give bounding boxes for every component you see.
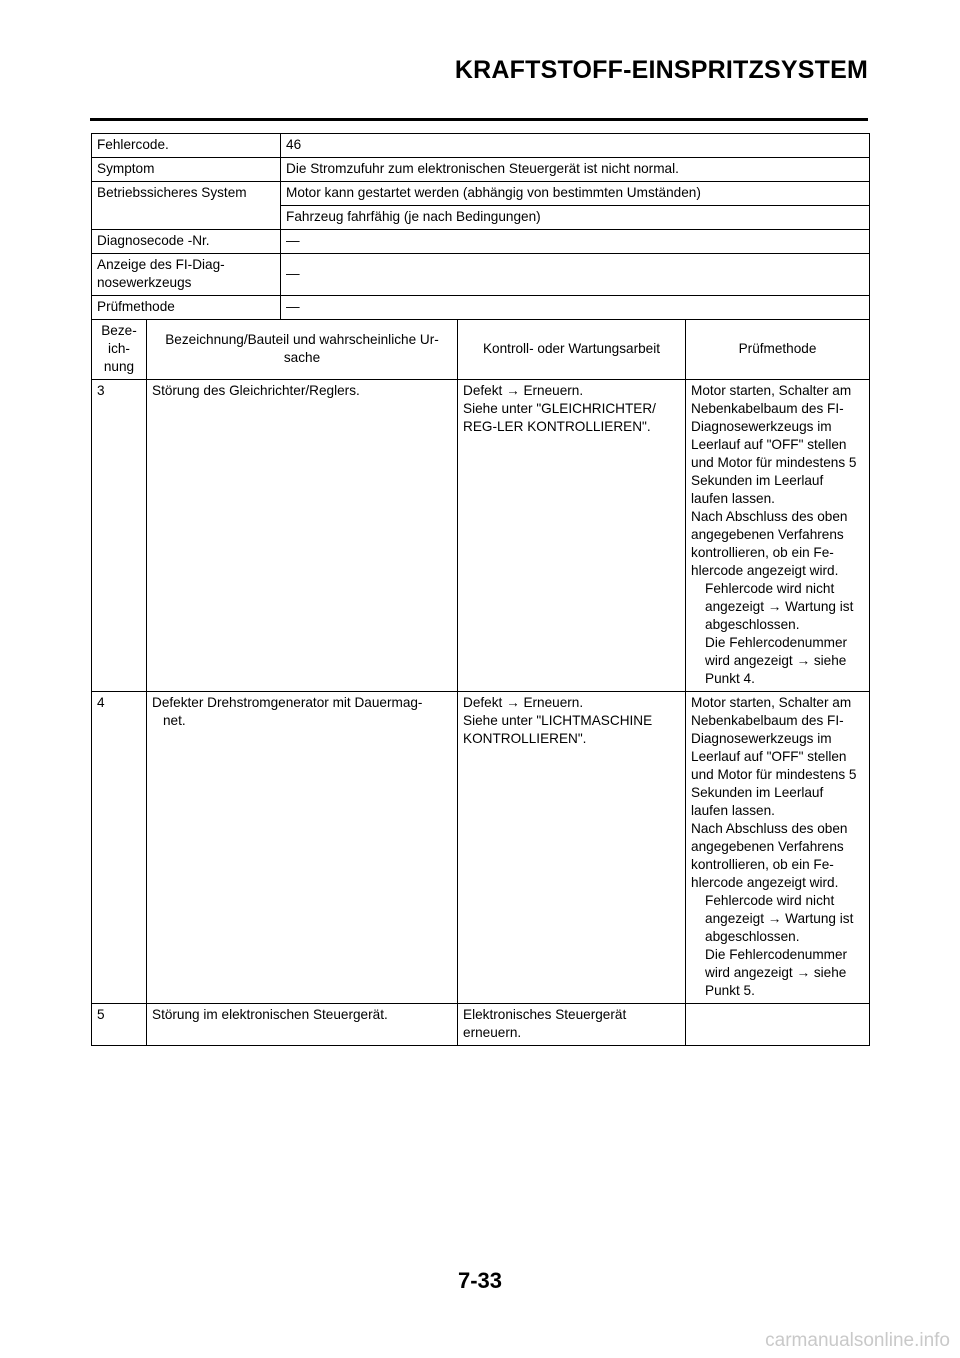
- col-cause-line: sache: [283, 350, 321, 365]
- diagcode-row: [92, 230, 870, 254]
- failsafe-row: [92, 182, 870, 206]
- fi-tool-label: [92, 254, 281, 296]
- row-action-line: Defekt → Erneuern.: [463, 383, 584, 398]
- symptom-label: Symptom: [92, 158, 281, 182]
- row-method-line: Leerlauf auf "OFF" stellen: [691, 749, 847, 764]
- row-action: [458, 692, 686, 1004]
- table-row: [92, 1004, 870, 1046]
- row-method-line: angegebenen Verfahrens: [691, 527, 844, 542]
- method-row: [92, 296, 870, 320]
- fehlercode-label: Fehlercode.: [92, 134, 281, 158]
- col-item-line: ich-: [108, 341, 130, 356]
- failsafe-label: Betriebssicheres System: [92, 182, 281, 230]
- row-method-line: Sekunden im Leerlauf: [691, 473, 824, 488]
- col-item-line: Beze-: [101, 323, 137, 338]
- diagcode-label: Diagnosecode -Nr.: [92, 230, 281, 254]
- row-cause: [147, 380, 458, 692]
- col-item-header: [92, 320, 147, 380]
- row-method-line: kontrollieren, ob ein Fe-: [691, 857, 834, 872]
- row-method-line: und Motor für mindestens 5: [691, 455, 857, 470]
- row-item: 4: [92, 692, 147, 1004]
- row-action-line: Elektronisches Steuergerät: [463, 1007, 627, 1022]
- row-method-line: laufen lassen.: [691, 803, 775, 818]
- row-cause-line: net.: [163, 713, 186, 728]
- row-item: 3: [92, 380, 147, 692]
- failsafe-value-1: Motor kann gestartet werden (abhängig von bestimmten Umständen): [281, 182, 870, 206]
- fehlercode-row: [92, 134, 870, 158]
- row-method-line: Leerlauf auf "OFF" stellen: [691, 437, 847, 452]
- row-cause: [147, 692, 458, 1004]
- col-cause-header: [147, 320, 458, 380]
- col-item-line: nung: [103, 359, 135, 374]
- row-method-line: wird angezeigt → siehe: [705, 653, 847, 668]
- col-cause-line: Bezeichnung/Bauteil und wahrscheinliche Ur-: [165, 332, 439, 347]
- diagcode-value: —: [281, 230, 870, 254]
- col-action-header: Kontroll- oder Wartungsarbeit: [458, 320, 686, 380]
- fi-tool-value: —: [281, 254, 870, 296]
- row-method-line: angezeigt → Wartung ist: [705, 599, 854, 614]
- row-method-line: angegebenen Verfahrens: [691, 839, 844, 854]
- fi-tool-label-line: Anzeige des FI-Diag-: [97, 257, 225, 272]
- row-cause-line: Störung des Gleichrichter/Reglers.: [152, 383, 360, 398]
- table-row: [92, 380, 870, 692]
- row-method-line: angezeigt → Wartung ist: [705, 911, 854, 926]
- row-item: 5: [92, 1004, 147, 1046]
- symptom-row: [92, 158, 870, 182]
- row-action-line: Siehe unter "LICHTMASCHINE: [463, 713, 653, 728]
- row-method-line: Motor starten, Schalter am: [691, 695, 852, 710]
- fi-tool-row: [92, 254, 870, 296]
- fehlercode-value: 46: [281, 134, 870, 158]
- row-method-line: abgeschlossen.: [705, 929, 800, 944]
- row-action: [458, 380, 686, 692]
- row-method-line: Fehlercode wird nicht: [705, 581, 835, 596]
- row-method-line: Nebenkabelbaum des FI-: [691, 713, 844, 728]
- row-method-line: Diagnosewerkzeugs im: [691, 419, 832, 434]
- row-cause: Störung im elektronischen Steuergerät.: [147, 1004, 458, 1046]
- row-method-line: Motor starten, Schalter am: [691, 383, 852, 398]
- row-method-line: und Motor für mindestens 5: [691, 767, 857, 782]
- row-method-line: Diagnosewerkzeugs im: [691, 731, 832, 746]
- row-method-line: hlercode angezeigt wird.: [691, 875, 839, 890]
- col-method-header: Prüfmethode: [686, 320, 870, 380]
- row-method-line: Die Fehlercodenummer: [705, 635, 848, 650]
- row-method-line: Sekunden im Leerlauf: [691, 785, 824, 800]
- row-method-line: Punkt 4.: [705, 671, 755, 686]
- symptom-value: Die Stromzufuhr zum elektronischen Steuergerät ist nicht normal.: [281, 158, 870, 182]
- row-method-line: laufen lassen.: [691, 491, 775, 506]
- table-row: [92, 692, 870, 1004]
- row-method-line: wird angezeigt → siehe: [705, 965, 847, 980]
- method-label: Prüfmethode: [92, 296, 281, 320]
- row-method: [686, 380, 870, 692]
- fi-tool-label-line: nosewerkzeugs: [97, 275, 192, 290]
- row-method-line: Nach Abschluss des oben: [691, 821, 848, 836]
- row-method: [686, 692, 870, 1004]
- page-title: KRAFTSTOFF-EINSPRITZSYSTEM: [454, 56, 868, 84]
- failsafe-value-2: Fahrzeug fahrfähig (je nach Bedingungen): [281, 206, 870, 230]
- row-action-line: Defekt → Erneuern.: [463, 695, 584, 710]
- page-number: 7-33: [457, 1268, 503, 1293]
- row-action: [458, 1004, 686, 1046]
- row-action-line: erneuern.: [463, 1025, 522, 1040]
- method-value: —: [281, 296, 870, 320]
- row-method-line: Punkt 5.: [705, 983, 755, 998]
- row-method-line: Nebenkabelbaum des FI-: [691, 401, 844, 416]
- row-method-line: kontrollieren, ob ein Fe-: [691, 545, 834, 560]
- title-rule: [90, 118, 868, 121]
- row-cause-line: Defekter Drehstromgenerator mit Dauermag-: [152, 695, 423, 710]
- fault-code-table: [91, 133, 870, 1046]
- row-method: [686, 1004, 870, 1046]
- watermark: carmanualsonline.info: [765, 1330, 950, 1351]
- row-method-line: Nach Abschluss des oben: [691, 509, 848, 524]
- row-method-line: hlercode angezeigt wird.: [691, 563, 839, 578]
- row-action-line: KONTROLLIEREN".: [463, 731, 587, 746]
- row-action-line: Siehe unter "GLEICHRICHTER/: [463, 401, 656, 416]
- row-method-line: Fehlercode wird nicht: [705, 893, 835, 908]
- column-header-row: [92, 320, 870, 380]
- row-method-line: Die Fehlercodenummer: [705, 947, 848, 962]
- row-method-line: abgeschlossen.: [705, 617, 800, 632]
- row-action-line: REG-LER KONTROLLIEREN".: [463, 419, 651, 434]
